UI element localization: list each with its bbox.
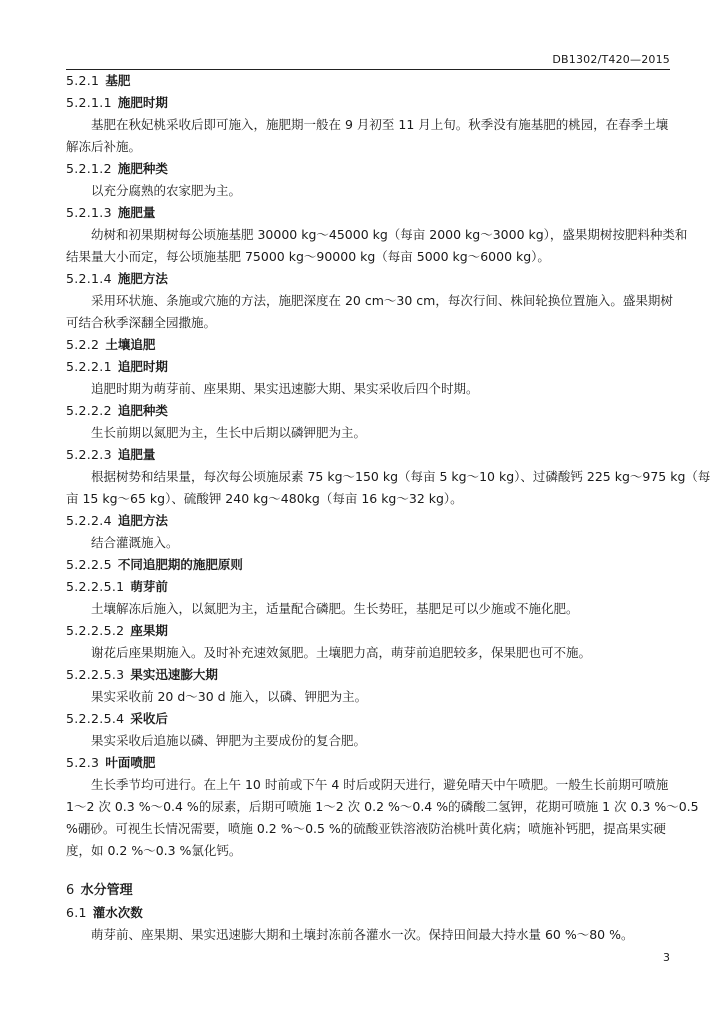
paragraph-line: 萌芽前、座果期、果实迅速膨大期和土壤封冻前各灌水一次。保持田间最大持水量 60 %～80 %。 [91,927,634,942]
section-title: 土壤追肥 [105,337,156,352]
section-number: 5.2.2.4 [66,513,112,528]
paragraph-line: 采用环状施、条施或穴施的方法，施肥深度在 20 cm～30 cm，每次行间、株间轮换位置施入。盛果期树 [91,293,673,308]
section-number: 5.2.2 [66,337,100,352]
paragraph-line: 谢花后座果期施入。及时补充速效氮肥。土壤肥力高，萌芽前追肥较多，保果肥也可不施。 [91,645,592,660]
section-title: 施肥方法 [117,271,168,286]
paragraph-line: 亩 15 kg～65 kg）、硫酸钾 240 kg～480kg（每亩 16 kg～32 kg）。 [66,491,463,506]
page-body [66,70,711,946]
section-title: 施肥量 [117,205,156,220]
heading-5-2-2-4 [66,510,670,532]
paragraph-line: 可结合秋季深翻全园撒施。 [66,315,217,330]
paragraph-line: 以充分腐熟的农家肥为主。 [91,183,242,198]
heading-5-2-1 [66,70,670,92]
paragraph-line: 土壤解冻后施入，以氮肥为主，适量配合磷肥。生长势旺，基肥足可以少施或不施化肥。 [91,601,579,616]
paragraph-line: 生长前期以氮肥为主，生长中后期以磷钾肥为主。 [91,425,367,440]
section-title: 施肥种类 [117,161,168,176]
document-code: DB1302/T420—2015 [552,53,670,66]
section-number: 5.2.1.2 [66,161,112,176]
heading-6 [66,880,670,902]
heading-5-2-1-3 [66,202,670,224]
section-title: 不同追肥期的施肥原则 [117,557,243,572]
section-number: 5.2.1.4 [66,271,112,286]
section-title: 追肥时期 [117,359,168,374]
heading-5-2-3 [66,752,670,774]
heading-5-2-1-1 [66,92,670,114]
heading-5-2-2 [66,334,670,356]
paragraph-line: 追肥时期为萌芽前、座果期、果实迅速膨大期、果实采收后四个时期。 [91,381,479,396]
section-number: 5.2.2.2 [66,403,112,418]
heading-5-2-2-2 [66,400,670,422]
section-title: 叶面喷肥 [105,755,156,770]
section-number: 6 [66,883,75,898]
section-title: 灌水次数 [92,905,143,920]
heading-5-2-2-5 [66,554,670,576]
section-number: 5.2.1 [66,73,100,88]
section-number: 6.1 [66,905,87,920]
section-title: 基肥 [105,73,131,88]
paragraph-line: 果实采收前 20 d～30 d 施入，以磷、钾肥为主。 [91,689,368,704]
paragraph-line: 度，如 0.2 %～0.3 %氯化钙。 [66,843,242,858]
paragraph-line: 结果量大小而定，每公顷施基肥 75000 kg～90000 kg（每亩 5000 kg～6000 kg）。 [66,249,550,264]
heading-5-2-2-1 [66,356,670,378]
paragraph-line: 生长季节均可进行。在上午 10 时前或下午 4 时后或阴天进行，避免晴天中午喷肥。一般生长前期可喷施 [91,777,669,792]
paragraph-line: 根据树势和结果量，每次每公顷施尿素 75 kg～150 kg（每亩 5 kg～10 kg）、过磷酸钙 225 kg～975 kg（每 [91,469,711,484]
paragraph-line: 结合灌溉施入。 [91,535,179,550]
paragraph-line: %硼砂。可视生长情况需要，喷施 0.2 %～0.5 %的硫酸亚铁溶液防治桃叶黄化病；喷施补钙肥，提高果实硬 [66,821,666,836]
section-title: 座果期 [130,623,168,638]
section-number: 5.2.2.5 [66,557,112,572]
section-title: 追肥方法 [117,513,168,528]
heading-5-2-1-2 [66,158,670,180]
heading-6-1 [66,902,670,924]
section-number: 5.2.2.1 [66,359,112,374]
section-title: 萌芽前 [130,579,168,594]
section-gap [66,862,670,880]
paragraph-line: 果实采收后追施以磷、钾肥为主要成份的复合肥。 [91,733,367,748]
section-title: 果实迅速膨大期 [130,667,218,682]
section-number: 5.2.1.3 [66,205,112,220]
paragraph-line: 1～2 次 0.3 %～0.4 %的尿素，后期可喷施 1～2 次 0.2 %～0.4 %的磷酸二氢钾，花期可喷施 1 次 0.3 %～0.5 [66,799,699,814]
section-number: 5.2.2.5.2 [66,623,125,638]
heading-5-2-1-4 [66,268,670,290]
heading-5-2-2-5-3 [66,664,670,686]
section-number: 5.2.1.1 [66,95,112,110]
section-title: 追肥量 [117,447,156,462]
heading-5-2-2-5-2 [66,620,670,642]
paragraph-line: 幼树和初果期树每公顷施基肥 30000 kg～45000 kg（每亩 2000 kg～3000 kg），盛果期树按肥料种类和 [91,227,688,242]
section-title: 追肥种类 [117,403,168,418]
section-title: 施肥时期 [117,95,168,110]
section-number: 5.2.2.5.3 [66,667,125,682]
page-number: 3 [663,951,670,964]
section-number: 5.2.3 [66,755,100,770]
heading-5-2-2-3 [66,444,670,466]
section-title: 采收后 [130,711,168,726]
section-number: 5.2.2.3 [66,447,112,462]
paragraph-line: 解冻后补施。 [66,139,142,154]
section-number: 5.2.2.5.4 [66,711,125,726]
heading-5-2-2-5-4 [66,708,670,730]
section-title: 水分管理 [80,883,133,898]
paragraph-line: 基肥在秋妃桃采收后即可施入，施肥期一般在 9 月初至 11 月上旬。秋季没有施基肥的桃园，在春季土壤 [91,117,669,132]
section-number: 5.2.2.5.1 [66,579,125,594]
heading-5-2-2-5-1 [66,576,670,598]
